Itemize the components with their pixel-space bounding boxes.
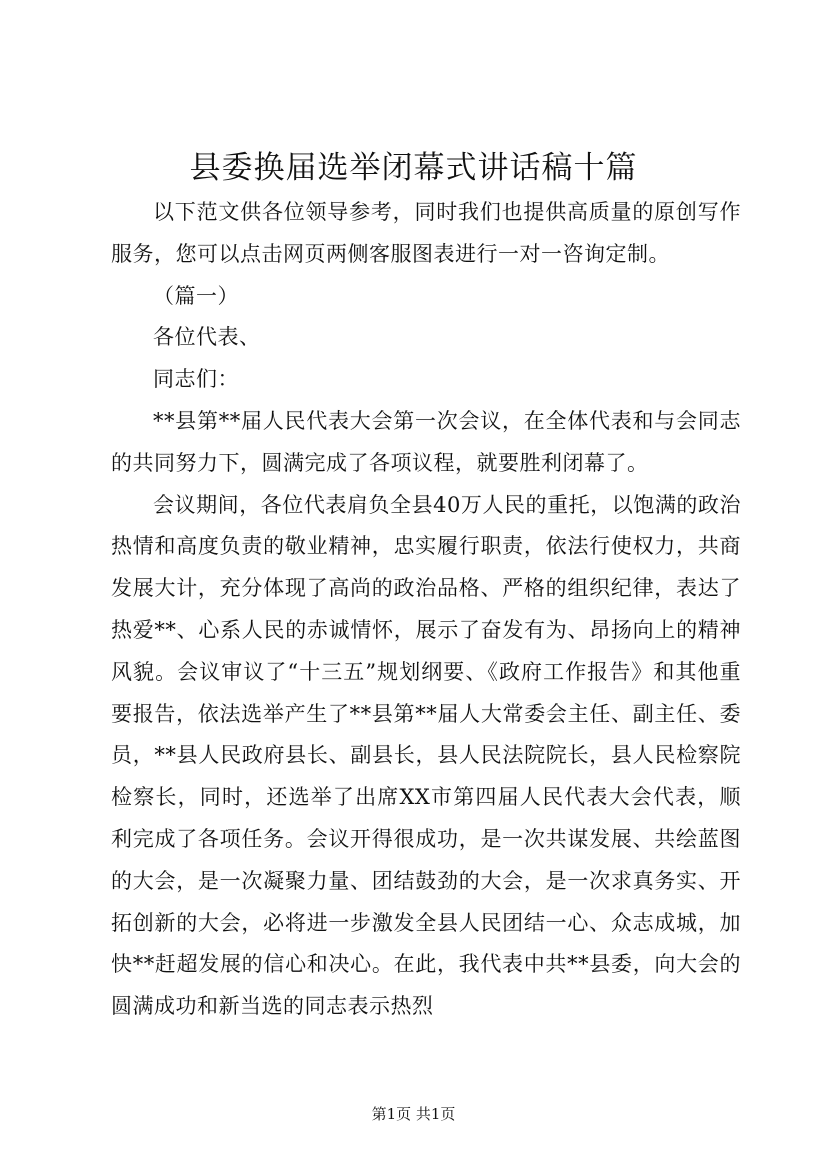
intro-paragraph: 以下范文供各位领导参考，同时我们也提供高质量的原创写作服务，您可以点击网页两侧客服图表进行一对一咨询定制。 xyxy=(111,200,741,266)
section-heading: （篇一） xyxy=(153,283,239,308)
body-paragraph: 会议期间，各位代表肩负全县40万人民的重托，以饱满的政治热情和高度负责的敬业精神，忠实履行职责，依法行使权力，共商发展大计，充分体现了高尚的政治品格、严格的组织纪律，表达了热爱**、心系人民的赤诚情怀，展示了奋发有为、昂扬向上的精神风貌。会议审议了“十三五”规划纲要、《政府工作报告》和其他重要报告，依法选举产生了**县第**届人大常委会主任、副主任、委员，**县人民政府县长、副县长，县人民法院院长，县人民检察院检察长，同时，还选举了出席XX市第四届人民代表大会代表，顺利完成了各项任务。会议开得很成功，是一次共谋发展、共绘蓝图的大会，是一次凝聚力量、团结鼓劲的大会，是一次求真务实、开拓创新的大会，必将进一步激发全县人民团结一心、众志成城，加快**赶超发展的信心和决心。在此，我代表中共**县委，向大会的圆满成功和新当选的同志表示热烈 xyxy=(111,492,741,1019)
body-paragraph: **县第**届人民代表大会第一次会议，在全体代表和与会同志的共同努力下，圆满完成了各项议程，就要胜利闭幕了。 xyxy=(111,408,741,475)
page-footer: 第1页 共1页 xyxy=(371,1105,456,1123)
salutation-line: 同志们： xyxy=(153,367,239,392)
salutation-line: 各位代表、 xyxy=(153,325,261,350)
document-body xyxy=(111,192,741,1028)
document-title: 县委换届选举闭幕式讲话稿十篇 xyxy=(189,150,638,186)
